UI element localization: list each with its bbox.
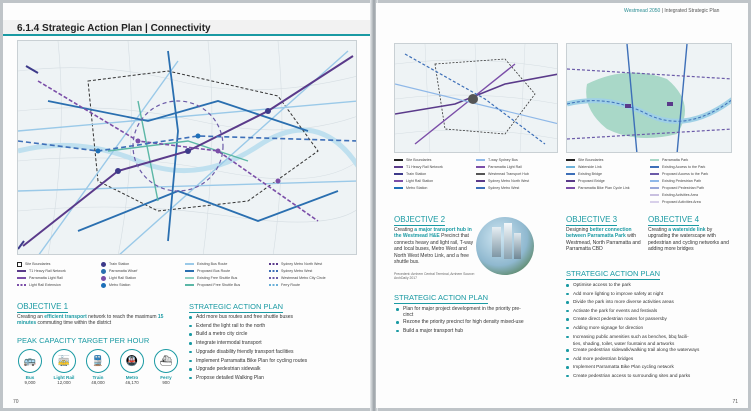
legend-label: Parramatta Bike Plan Cycle Link (578, 186, 630, 190)
action-item: Build a metro city circle (187, 330, 307, 339)
legend-swatch (566, 187, 575, 189)
action-plan-2-heading: STRATEGIC ACTION PLAN (394, 293, 489, 302)
objective-1-heading: OBJECTIVE 1 (17, 302, 69, 311)
legend-item (185, 282, 240, 289)
legend-swatch (101, 283, 106, 288)
capacity-value: 48,000 (91, 380, 105, 385)
action-item: Plan for major project development in the priority pre- (394, 305, 524, 313)
capacity-mode: Ferry (160, 375, 172, 380)
action-item: Upgrade disability friendly transport facilities (187, 348, 307, 357)
legend-label: T1 Heavy Rail Network (406, 165, 443, 169)
objective-3-text: Designing better connection between Parramatta Park with Westmead, North Parramatta and Parramatta CBD (566, 227, 641, 253)
legend-item (650, 192, 698, 199)
action-plan-3-list (564, 281, 699, 381)
bus-icon: 🚌 (18, 349, 42, 373)
legend-label: Parramatta Park (662, 158, 689, 162)
legend-swatch (394, 180, 403, 182)
legend-swatch (650, 201, 659, 203)
action-item: Add more lighting to improve safety at night (564, 290, 699, 299)
legend-item (101, 275, 136, 282)
legend-label: Proposed Pedestrian Path (662, 186, 704, 190)
section-title-bar (3, 20, 372, 36)
legend-swatch (17, 277, 26, 279)
legend-item (394, 185, 427, 192)
legend-item (650, 164, 705, 171)
legend-label: Light Rail Station (406, 179, 434, 183)
legend-swatch (650, 194, 659, 196)
legend-label: Proposed Bus Route (197, 269, 231, 273)
legend-item (650, 185, 704, 192)
objective-4-heading: OBJECTIVE 4 (648, 215, 700, 224)
light-rail-icon: 🚋 (52, 349, 76, 373)
capacity-mode: Metro (125, 375, 139, 380)
legend-item (101, 282, 130, 289)
legend-label: Site Boundaries (25, 262, 51, 266)
legend-swatch (566, 180, 575, 182)
legend-label: Metro Station (109, 283, 131, 287)
legend-swatch (476, 166, 485, 168)
legend-swatch (650, 180, 659, 182)
transport-hub-map-graphic (395, 44, 558, 153)
legend-item (566, 157, 603, 164)
legend-item (476, 178, 529, 185)
legend-label: Site Boundaries (406, 158, 432, 162)
legend-swatch (476, 159, 485, 161)
capacity-mode: Light Rail (53, 375, 75, 380)
legend-item (269, 282, 300, 289)
park-map-legend (566, 157, 732, 207)
legend-item (650, 178, 701, 185)
action-item: Optimise access to the park (564, 281, 699, 290)
legend-item (476, 164, 522, 171)
objective-2-text: Creating a major transport hub in the Westmead H&E Precinct that connects heavy and light rail, T-way and local buses, Metro West and North West Metro Link, and a free shuttle bus. (394, 227, 474, 266)
legend-swatch (650, 173, 659, 175)
action-item: Create direct pedestrian routes for passersby (564, 315, 699, 324)
legend-item (650, 157, 688, 164)
legend-label: Metro Station (406, 186, 428, 190)
legend-swatch (101, 262, 106, 267)
legend-swatch (650, 166, 659, 168)
capacity-value: 12,000 (57, 380, 71, 385)
action-item: Activate the park for events and festivals (564, 307, 699, 316)
action-item: ties, shading, toilet, water fountains and artworks (573, 341, 675, 347)
action-item: Create pedestrian access to surrounding sites and parks (564, 372, 699, 381)
legend-swatch (101, 276, 106, 281)
legend-label: Ferry Route (281, 283, 300, 287)
legend-swatch (476, 187, 485, 189)
legend-label: Proposed Bridge (578, 179, 605, 183)
hub-map-legend (394, 157, 558, 193)
action-item: Integrate intermodal transport (187, 339, 307, 348)
train-icon: 🚆 (86, 349, 110, 373)
objective-1-text: Creating an efficient transport network to reach the maximum 15 minutes commuting time within the district (17, 314, 164, 327)
legend-item (566, 164, 602, 171)
legend-item (650, 199, 701, 206)
legend-swatch (185, 263, 194, 265)
legend-swatch (269, 270, 278, 272)
objective-2-heading: OBJECTIVE 2 (394, 215, 446, 224)
legend-label: Train Station (406, 172, 427, 176)
legend-item (185, 268, 230, 275)
legend-label: T-way Sydney Bus (488, 158, 518, 162)
legend-swatch (566, 173, 575, 175)
capacity-value: 9,000 (24, 380, 36, 385)
legend-swatch (101, 269, 106, 274)
action-plan-list (187, 313, 307, 383)
legend-item (394, 178, 433, 185)
legend-label: Existing Bridge (578, 172, 602, 176)
action-item: Implement Parramatta Bike Plan cycling network (564, 363, 699, 372)
action-plan-2-list (394, 305, 524, 335)
legend-swatch (185, 284, 194, 286)
capacity-value: 900 (162, 380, 170, 385)
legend-item (394, 171, 426, 178)
legend-label: T1 Heavy Rail Network (29, 269, 66, 273)
legend-item (566, 185, 630, 192)
legend-item (566, 171, 602, 178)
action-item: Add more pedestrian bridges (564, 355, 699, 364)
legend-swatch (394, 159, 403, 161)
photo-caption: Precedent: Arnhem Central Terminal, Arnhem Source: ArchDaily 2017 (394, 272, 475, 281)
legend-item (17, 268, 66, 275)
action-item: cinct (403, 312, 414, 319)
legend-label: Proposed Access to the Park (662, 172, 709, 176)
legend-swatch (269, 263, 278, 265)
action-item: Rezone the priority precinct for high density mixed-use (394, 318, 524, 326)
legend-swatch (17, 284, 26, 286)
capacity-mode: Bus (25, 375, 35, 380)
running-header: Westmead 2050 | Integrated Strategic Plan (624, 8, 720, 14)
action-item: Upgrade pedestrian sidewalk (187, 365, 307, 374)
page-number-right: 71 (732, 399, 738, 405)
legend-item (101, 268, 137, 275)
legend-item (17, 282, 61, 289)
legend-label: Existing Activities Area (662, 193, 698, 197)
legend-swatch (476, 173, 485, 175)
legend-label: Existing Pedestrian Path (662, 179, 702, 183)
left-page (3, 3, 372, 408)
strategic-action-plan-heading: STRATEGIC ACTION PLAN (189, 302, 284, 311)
section-title: 6.1.4 Strategic Action Plan | Connectivity (17, 23, 211, 34)
legend-swatch (566, 159, 575, 161)
legend-item (476, 185, 519, 192)
legend-label: Existing Free Shuttle Bus (197, 276, 238, 280)
legend-label: Sydney Metro West (488, 186, 520, 190)
legend-label: Parramatta Light Rail (29, 276, 63, 280)
capacity-item (119, 349, 145, 385)
action-plan-3-heading: STRATEGIC ACTION PLAN (566, 269, 661, 278)
page-number-left: 70 (13, 399, 19, 405)
action-item: Create pedestrian sidewalk/walking trail along the waterways (564, 346, 699, 355)
legend-swatch (17, 270, 26, 272)
capacity-mode: Train (92, 375, 104, 380)
legend-swatch (394, 166, 403, 168)
legend-item (185, 261, 227, 268)
peak-capacity-icons (17, 349, 179, 385)
capacity-value: 46,170 (125, 380, 139, 385)
legend-label: Proposed Free Shuttle Bus (197, 283, 241, 287)
legend-label: Existing Access to the Park (662, 165, 706, 169)
action-item: Add more bus routes and free shuttle buses (187, 313, 307, 322)
legend-item (650, 171, 708, 178)
precedent-photo (476, 217, 534, 275)
legend-swatch (17, 262, 22, 267)
legend-label: Site Boundaries (578, 158, 604, 162)
action-item: Divide the park into more diverse activities areas (564, 298, 699, 307)
legend-swatch (269, 277, 278, 279)
legend-item (476, 171, 529, 178)
map-legend (17, 261, 357, 299)
objective-4-text: Creating a waterside link by upgrading the waterscape with pedestrian and cycling networks and adding more bridges (648, 227, 729, 253)
connectivity-map-graphic (18, 41, 357, 255)
legend-label: Train Station (109, 262, 130, 266)
action-item: Build a major transport hub (394, 327, 524, 335)
legend-label: Sydney Metro North West (281, 262, 323, 266)
legend-swatch (650, 187, 659, 189)
action-item: Extend the light rail to the north (187, 322, 307, 331)
legend-item (566, 178, 605, 185)
legend-label: Light Rail Station (109, 276, 137, 280)
park-connection-map-graphic (567, 44, 732, 153)
legend-swatch (269, 284, 278, 286)
capacity-item (51, 349, 77, 385)
legend-item (101, 261, 129, 268)
capacity-item (85, 349, 111, 385)
legend-item (394, 157, 431, 164)
legend-label: Light Rail Extension (29, 283, 61, 287)
action-item: Propose detailed Walking Plan (187, 374, 307, 383)
legend-swatch (185, 270, 194, 272)
legend-swatch (476, 180, 485, 182)
legend-label: Sydney Metro North West (488, 179, 530, 183)
right-page (376, 3, 748, 408)
legend-item (476, 157, 518, 164)
legend-label: Existing Bus Route (197, 262, 228, 266)
legend-swatch (394, 173, 403, 175)
legend-swatch (394, 187, 403, 189)
legend-item (269, 275, 326, 282)
legend-swatch (185, 277, 194, 279)
ferry-icon: ⛴ (154, 349, 178, 373)
transport-hub-map (394, 43, 558, 153)
legend-label: Waterside Link (578, 165, 602, 169)
objective-3-heading: OBJECTIVE 3 (566, 215, 618, 224)
action-item: Adding more signage for direction (564, 324, 699, 333)
legend-label: Parramatta Light Rail (488, 165, 522, 169)
metro-icon: 🚇 (120, 349, 144, 373)
legend-label: Proposed Activities Area (662, 200, 701, 204)
legend-label: Parramatta Wharf (109, 269, 138, 273)
legend-item (185, 275, 237, 282)
legend-item (269, 261, 322, 268)
legend-label: Sydney Metro West (281, 269, 313, 273)
connectivity-map (17, 40, 357, 255)
legend-item (394, 164, 443, 171)
park-connection-map (566, 43, 732, 153)
capacity-item (153, 349, 179, 385)
legend-item (17, 275, 63, 282)
legend-label: Westmead Transport Hub (488, 172, 529, 176)
peak-capacity-heading: PEAK CAPACITY TARGET PER HOUR (17, 336, 150, 345)
legend-item (269, 268, 312, 275)
action-item: Implement Parramatta Bike Plan for cycling routes (187, 357, 307, 366)
capacity-item (17, 349, 43, 385)
legend-swatch (650, 159, 659, 161)
legend-swatch (566, 166, 575, 168)
action-item: Increasing public amenities such as benches, bbq facili- (564, 333, 699, 342)
legend-item (17, 261, 50, 268)
legend-label: Westmead Metro City Circle (281, 276, 326, 280)
